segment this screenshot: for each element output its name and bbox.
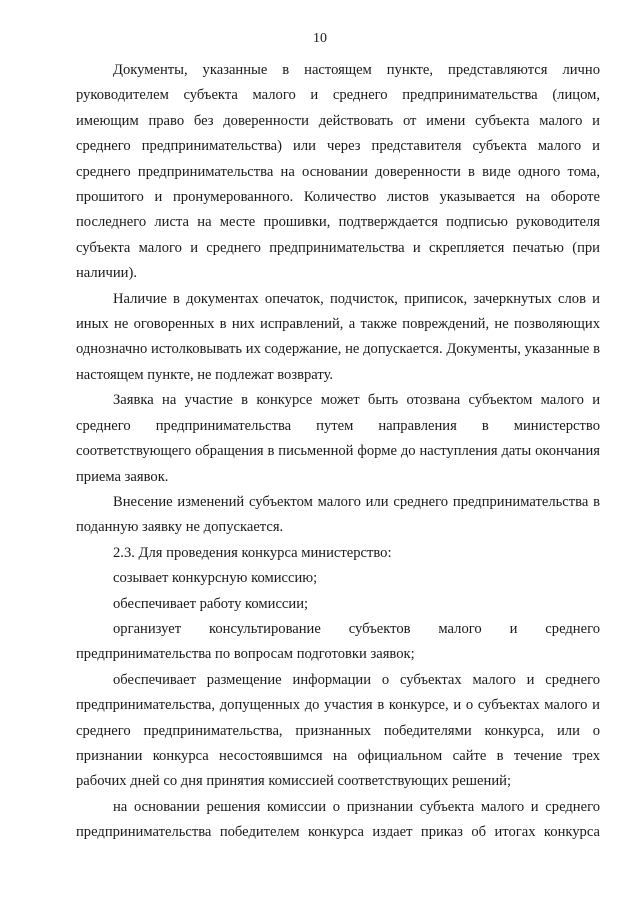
paragraph-list-item-publication: обеспечивает размещение информации о субъектах малого и среднего предпринимательства, допущенных до участия в конкурсе, и о субъектах малого и среднего предпринимательства, признанных победителями конкурса, или о признании конкурса несостоявшимся на официальном сайте в течение трех рабочих дней со дня принятия комиссией соответствующих решений; [76,671,600,790]
paragraph-section-2-3: 2.3. Для проведения конкурса министерство: [113,544,392,561]
paragraph-list-item-commission: созывает конкурсную комиссию; [113,570,318,587]
document-body [76,58,600,846]
page-number: 10 [313,31,327,46]
paragraph-no-changes: Внесение изменений субъектом малого или среднего предпринимательства в поданную заявку не допускается. [76,493,600,536]
paragraph-no-corrections: Наличие в документах опечаток, подчисток, приписок, зачеркнутых слов и иных не оговоренных в них исправлений, а также повреждений, не позволяющих однозначно истолковывать их содержание, не допускается. Документы, указанные в настоящем пункте, не подлежат возврату. [76,290,600,383]
paragraph-documents-submission: Документы, указанные в настоящем пункте, представляются лично руководителем субъекта малого и среднего предпринимательства (лицом, имеющим право без доверенности действовать от имени субъекта малого и среднего предпринимательства) или через представителя субъекта малого и среднего предпринимательства на основании доверенности в виде одного тома, прошитого и пронумерованного. Количество листов указывается на обороте последнего листа на месте прошивки, подтверждается подписью руководителя субъекта малого и среднего предпринимательства и скрепляется печатью (при наличии). [76,62,600,282]
paragraph-list-item-consulting: организует консультирование субъектов малого и среднего предпринимательства по вопросам подготовки заявок; [76,620,600,663]
paragraph-list-item-work: обеспечивает работу комиссии; [113,595,309,612]
paragraph-list-item-order: на основании решения комиссии о признании субъекта малого и среднего предпринимательства победителем конкурса издает приказ об итогах конкурса [76,798,600,841]
paragraph-application-withdrawal: Заявка на участие в конкурсе может быть отозвана субъектом малого и среднего предпринимательства путем направления в министерство соответствующего обращения в письменной форме до наступления даты окончания приема заявок. [76,392,600,485]
